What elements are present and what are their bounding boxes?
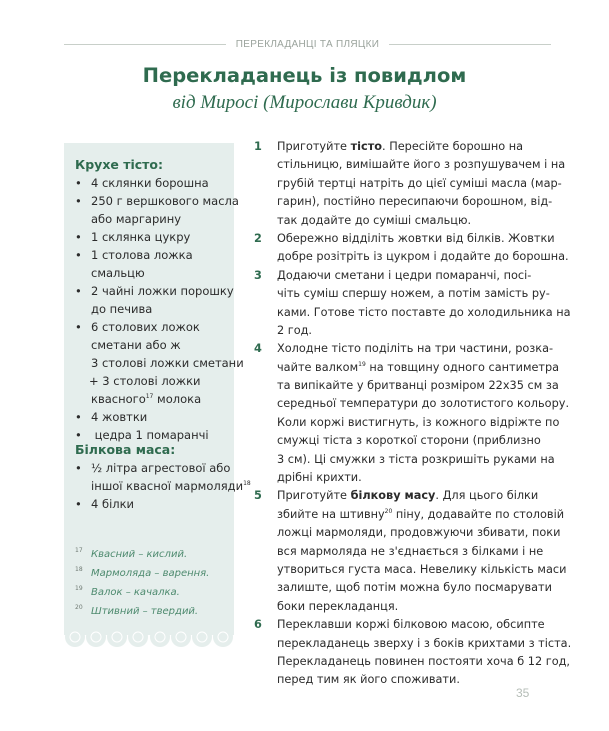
step-number: 2 (254, 231, 262, 245)
ingredient-text: до печива (91, 302, 153, 316)
dough-section-title: Крухе тісто: (75, 157, 163, 172)
step-text: гарин), постійно пересипаючи борошном, від- (277, 195, 553, 209)
footnote-ref: 17 (145, 393, 154, 401)
footnote-text: Штивний – твердий. (91, 606, 199, 617)
ingredient-line (75, 408, 233, 426)
bullet-marker: • (75, 497, 82, 511)
step-text: ками. Готове тісто поставте до холодильника на (277, 305, 571, 319)
footnote-number: 20 (75, 604, 83, 611)
protein-section-title: Білкова маса: (75, 442, 176, 457)
step-line (254, 230, 556, 248)
footnote (75, 564, 233, 583)
step-text: Додаючи сметани і цедри помаранчі, посі- (277, 268, 532, 282)
step-text: смужці тіста з короткої сторони (приблизно (277, 434, 541, 448)
footnote-ref: 19 (358, 360, 366, 368)
footnote (75, 583, 233, 602)
step-text: дрібні крихти. (277, 471, 362, 485)
step-line (254, 451, 556, 469)
step-text: добре розітріть із цукром і додайте до борошна. (277, 250, 569, 264)
step-line (254, 285, 556, 303)
step-line (254, 579, 556, 597)
step-text: 2 год. (277, 323, 313, 337)
footnote-text: Мармоляда – варення. (91, 568, 210, 579)
step-number: 6 (254, 618, 262, 632)
ingredient-line (75, 390, 233, 408)
step-text: чайте валком (277, 360, 359, 374)
ingredient-text: 250 г вершкового масла (91, 194, 239, 208)
step-line (254, 377, 559, 395)
ingredient-text: 4 склянки борошна (91, 176, 209, 190)
step-text: боки перекладанця. (277, 599, 399, 613)
step-text: чіть суміш спершу ножем, а потім замість ру- (277, 287, 550, 301)
step-line (254, 248, 569, 266)
header-title: ПЕРЕКЛАДАНЦІ ТА ПЛЯЦКИ (235, 38, 380, 50)
step-line (254, 635, 572, 653)
bullet-marker: • (75, 320, 82, 334)
recipe-author: від Миросі (Мирослави Кривдик) (172, 92, 437, 113)
bullet-marker: • (75, 428, 82, 442)
ingredient-text: іншої квасної мармоляди (91, 479, 244, 493)
step-text: Холодне тісто поділіть на три частини, розка- (277, 342, 554, 356)
ingredient-text: 6 столових ложок (91, 320, 200, 334)
step-keyword: білкову масу (350, 489, 436, 503)
footnote (75, 602, 233, 621)
bullet-marker: • (75, 284, 82, 298)
step-line (254, 616, 556, 634)
step-line (254, 671, 556, 689)
dough-ingredient-list (75, 174, 244, 444)
step-line (254, 193, 556, 211)
step-text: . Пересійте борошно на (382, 140, 524, 153)
ingredient-text: 1 столова ложка (91, 248, 193, 262)
step-text: та випікайте у бритванці розміром 22х35 см за (277, 379, 559, 393)
step-number: 1 (254, 140, 262, 153)
step-text: стільницю, вимішайте його з розпушувачем і на (277, 158, 566, 172)
step-line (254, 212, 556, 230)
footnote-ref: 18 (243, 480, 251, 488)
recipe-title: Перекладанець із повидлом (142, 64, 467, 87)
ingredient-text: ½ літра агрестової або (91, 461, 231, 475)
step-line (254, 543, 556, 561)
step-text: вся мармоляда не з'єднається з білками і не (277, 544, 544, 558)
footnote-number: 19 (75, 585, 83, 592)
step-text: Переклавши коржі білковою масою, обсипте (277, 618, 545, 632)
step-line (254, 469, 556, 487)
step-line (254, 322, 556, 340)
ingredient-line (75, 495, 233, 513)
step-line (254, 561, 567, 579)
step-line (254, 487, 556, 505)
step-text: піну, додавайте по столовій (392, 507, 565, 521)
step-number: 3 (254, 268, 262, 282)
ingredient-text: + 3 столові ложки (89, 374, 201, 388)
footnote-ref: 20 (384, 508, 393, 516)
step-line (254, 653, 571, 671)
step-text: утвориться густа маса. Невелику кількість маси (277, 562, 567, 576)
ingredient-line (75, 477, 251, 495)
ingredient-text: 3 столові ложки сметани (91, 356, 244, 370)
bullet-marker: • (75, 194, 82, 208)
ingredient-text: 1 склянка цукру (91, 230, 191, 244)
running-header (64, 36, 551, 52)
protein-ingredient-list (75, 459, 251, 513)
step-line (254, 414, 560, 432)
step-line (254, 598, 556, 616)
ingredient-text: 2 чайні ложки порошку (91, 284, 234, 298)
ingredient-line (75, 210, 233, 228)
step-line (254, 175, 562, 193)
ingredient-line (75, 192, 239, 210)
step-text: Перекладанець повинен постояти хоча б 12 год, (277, 654, 571, 668)
step-line (254, 138, 556, 156)
ingredient-text: або маргарину (91, 212, 182, 226)
step-keyword: тісто (350, 140, 383, 153)
page-number: 35 (516, 686, 530, 700)
footnote-text: Квасний – кислий. (91, 549, 188, 560)
step-number: 4 (254, 342, 262, 356)
step-text: ложці мармоляди, продовжуючи збивати, поки (277, 526, 561, 540)
ingredient-line (75, 372, 233, 390)
step-text: . Для цього білки (435, 489, 539, 503)
method-steps (254, 138, 572, 690)
ingredient-line (75, 264, 233, 282)
ingredient-text: квасного (91, 392, 146, 406)
step-number: 5 (254, 489, 262, 503)
step-line (254, 506, 565, 524)
step-line (254, 524, 561, 542)
ingredient-line (75, 354, 244, 372)
footnote-text: Валок – качалка. (91, 587, 180, 598)
ingredient-text: смальцю (91, 266, 145, 280)
bullet-marker: • (75, 230, 82, 244)
step-text: залиште, щоб потім можна було посмарувати (277, 581, 552, 595)
step-text: середньої температури до золотистого кольору. (277, 397, 570, 411)
ingredient-text: цедра 1 помаранчі (91, 428, 209, 442)
footnotes (75, 545, 233, 621)
step-text: Обережно відділіть жовтки від білків. Жовтки (277, 231, 555, 245)
ingredient-line (75, 459, 233, 477)
step-line (254, 432, 556, 450)
header-rule-right (389, 44, 551, 45)
ingredient-line (75, 282, 233, 300)
step-text: так додайте до суміші смальцю. (277, 213, 472, 227)
step-line (254, 340, 556, 358)
step-line (254, 156, 566, 174)
ingredient-line (75, 174, 233, 192)
footnote-number: 18 (75, 566, 83, 573)
step-text: Приготуйте (277, 140, 351, 153)
step-text: грубій тертці натріть до цієї суміші масла (мар- (277, 176, 562, 190)
step-line (254, 267, 556, 285)
ingredient-text: 4 білки (91, 497, 135, 511)
step-text: перекладанець зверху і з боків крихтами з тіста. (277, 636, 572, 650)
ingredient-text: 4 жовтки (91, 410, 148, 424)
bullet-marker: • (75, 176, 82, 190)
ingredient-line (75, 318, 233, 336)
header-rule-left (64, 44, 226, 45)
footnote (75, 545, 233, 564)
step-text: на товщину одного сантиметра (365, 360, 560, 374)
ingredient-line (75, 300, 233, 318)
ingredient-line (75, 228, 233, 246)
lace-border-decoration (64, 629, 234, 657)
step-text: 3 см). Ці смужки з тіста розкришіть руками на (277, 452, 555, 466)
step-line (254, 304, 571, 322)
step-line (254, 359, 560, 377)
bullet-marker: • (75, 461, 82, 475)
footnote-number: 17 (75, 547, 83, 554)
ingredient-text: сметани або ж (91, 338, 181, 352)
step-line (254, 395, 570, 413)
step-text: збийте на штивну (277, 507, 385, 521)
step-text: Приготуйте (277, 489, 351, 503)
step-text: Коли коржі вистигнуть, із кожного відріжте по (277, 415, 560, 429)
bullet-marker: • (75, 410, 82, 424)
step-text: перед тим як його споживати. (277, 673, 460, 687)
ingredient-line (75, 246, 233, 264)
ingredient-line (75, 336, 233, 354)
ingredient-text-tail: молока (153, 392, 202, 406)
bullet-marker: • (75, 248, 82, 262)
